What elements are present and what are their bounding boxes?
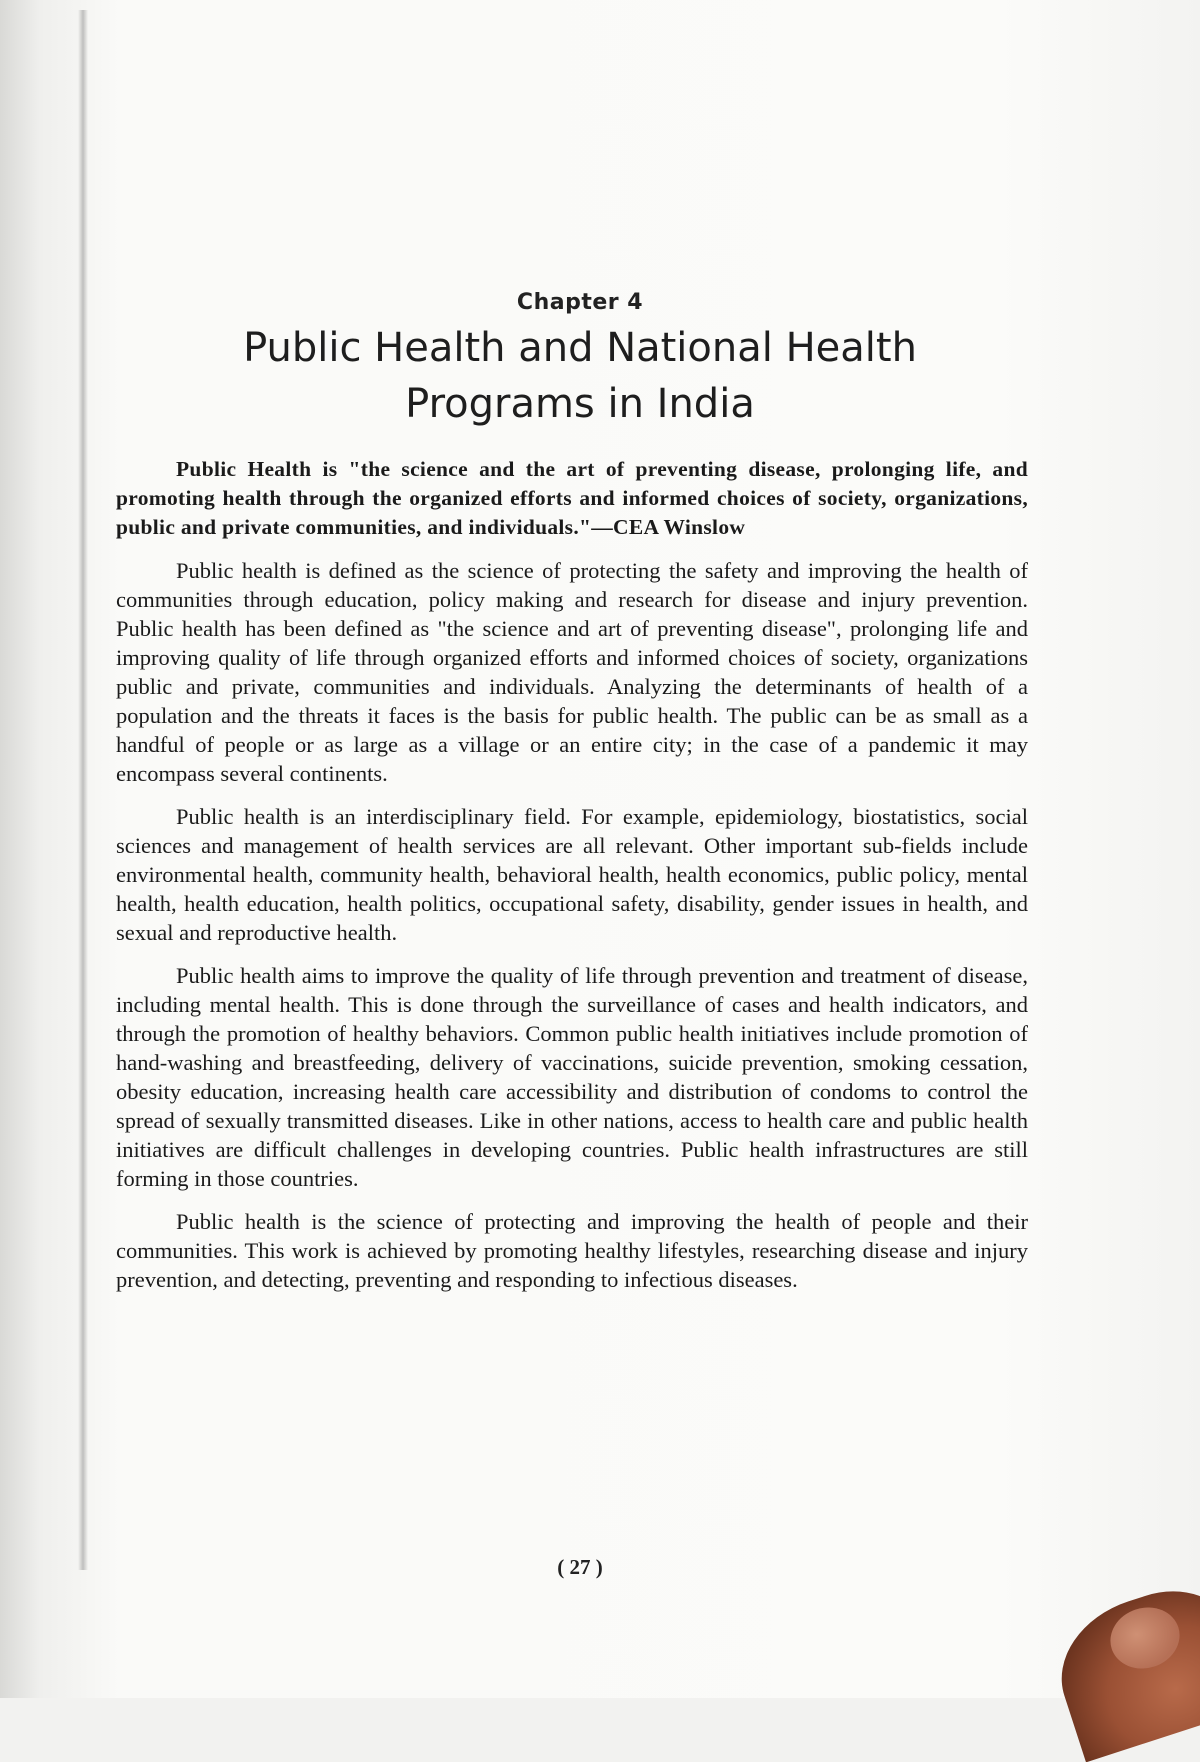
chapter-label: Chapter 4 [516,290,644,315]
thumb-photo [1043,1574,1200,1762]
page-number: ( 27 ) [557,1555,603,1579]
definition-paragraph: Public health is defined as the science of protecting the safety and improving the health of communities through education, policy making and research for disease and injury prevention. Public health has been defined as "the science and art of preventing disease", prolonging life and improving quality of life through organized efforts and informed choices of society, organizations public and private, communities and individuals. Analyzing the determinants of health of a population and the threats it faces is the basis for public health. The public can be as small as a handful of people or as large as a village or an entire city; in the case of a pandemic it may encompass several continents. [116,558,1028,786]
interdisciplinary-paragraph: Public health is an interdisciplinary field. For example, epidemiology, biostatistics, social sciences and management of health services are all relevant. Other important sub-fields include environmental health, community health, behavioral health, health economics, public policy, mental health, health education, health politics, occupational safety, disability, gender issues in health, and sexual and reproductive health. [116,804,1028,945]
winslow-definition-paragraph: Public Health is "the science and the art of preventing disease, prolonging life, and promoting health through the organized efforts and informed choices of society, organizations, public and private communities, and individuals."—CEA Winslow [116,457,1028,539]
chapter-title: Public Health and National Health Programs in India [243,325,917,427]
science-paragraph: Public health is the science of protecting and improving the health of people and their communities. This work is achieved by promoting healthy lifestyles, researching disease and injury prevention, and detecting, preventing and responding to infectious diseases. [116,1209,1028,1292]
chapter-body [116,455,1028,1308]
binding-shadow [78,10,88,1570]
aims-paragraph: Public health aims to improve the quality of life through prevention and treatment of disease, including mental health. This is done through the surveillance of cases and health indicators, and through the promotion of healthy behaviors. Common public health initiatives include promotion of hand-washing and breastfeeding, delivery of vaccinations, suicide prevention, smoking cessation, obesity education, increasing health care accessibility and distribution of condoms to control the spread of sexually transmitted diseases. Like in other nations, access to health care and public health initiatives are difficult challenges in developing countries. Public health infrastructures are still forming in those countries. [116,963,1028,1191]
